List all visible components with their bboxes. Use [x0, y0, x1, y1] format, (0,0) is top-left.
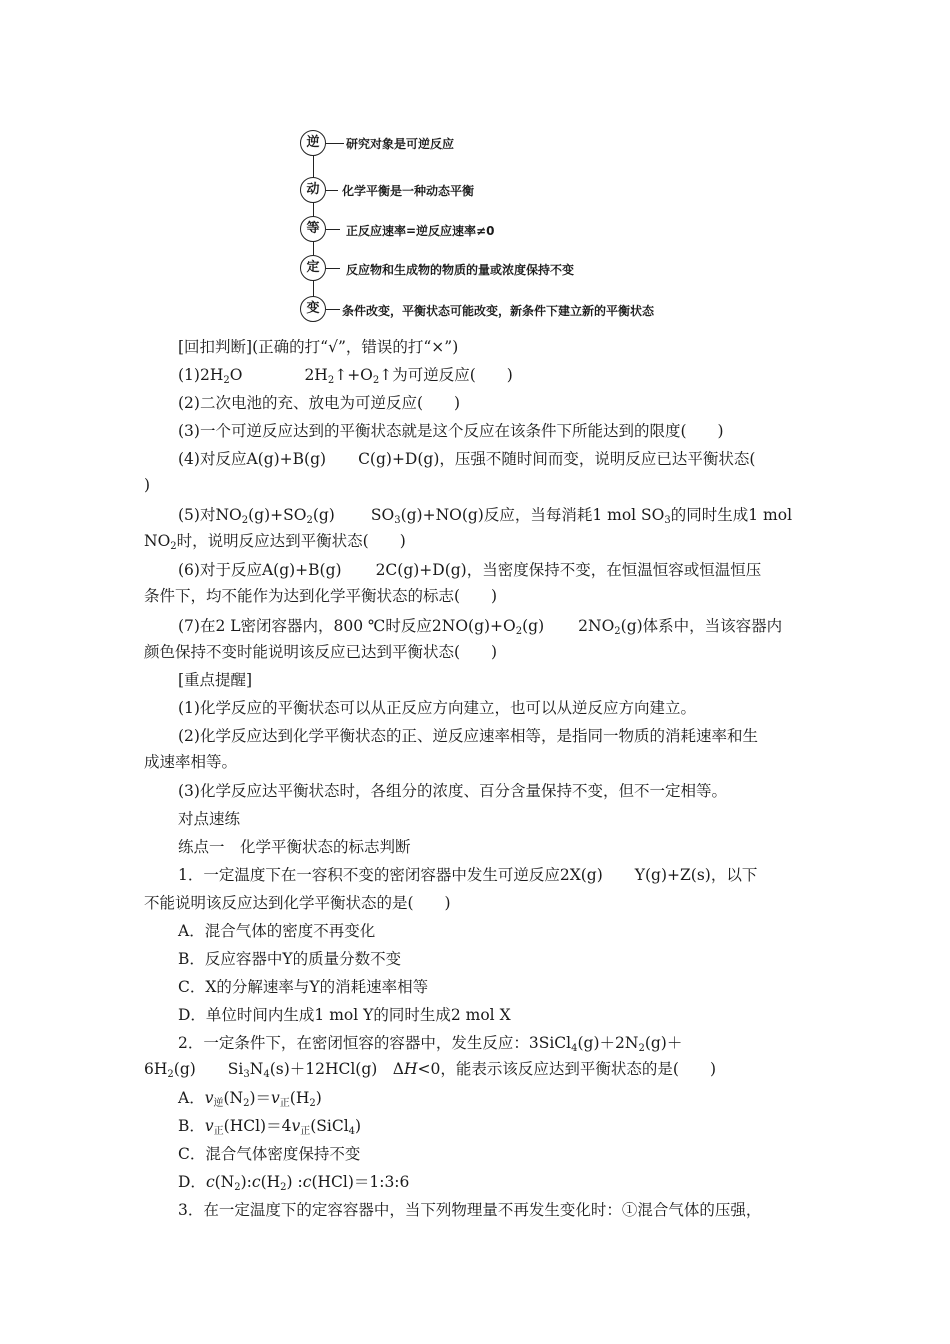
practice-title: 对点速练 [178, 810, 241, 828]
question-2-option-c: C．混合气体密度保持不变 [178, 1145, 361, 1163]
judge-item-4-cont: ) [144, 476, 151, 494]
node-deng: 等 [300, 216, 326, 242]
node-ding: 定 [300, 255, 326, 281]
node-ding-desc: 反应物和生成物的物质的量或浓度保持不变 [346, 263, 575, 277]
question-1-option-c: C．X的分解速率与Y的消耗速率相等 [178, 978, 429, 996]
judge-item-4: (4)对反应A(g)+B(g) C(g)+D(g)，压强不随时间而变，说明反应已达平衡状态( [178, 450, 756, 468]
focus-title: [重点提醒] [178, 671, 253, 689]
question-2-option-b: B．$v_正(HCl)=4v_正(SiCl_4)$ [178, 1117, 362, 1137]
branch-line [326, 229, 340, 230]
question-2-cont: $6H_2(g)$ $Si_3N_4(s)+12HCl(g)$ ΔH<0，能表示该反应达到平衡状态的是( ) [144, 1060, 716, 1080]
focus-item-3: (3)化学反应达平衡状态时，各组分的浓度、百分含量保持不变，但不一定相等。 [178, 782, 727, 800]
judge-item-2: (2)二次电池的充、放电为可逆反应( ) [178, 394, 461, 412]
judge-item-5-cont: $NO_2$时，说明反应达到平衡状态( ) [144, 532, 406, 552]
practice-point-1: 练点一 化学平衡状态的标志判断 [178, 838, 411, 856]
question-3: 3．在一定温度下的定容容器中，当下列物理量不再发生变化时：①混合气体的压强， [178, 1201, 762, 1219]
node-dong-desc: 化学平衡是一种动态平衡 [342, 184, 475, 198]
judge-item-1: $(1)2H_2O$ $2H_2↑+O_2↑$为可逆反应( ) [178, 366, 513, 386]
branch-line [326, 309, 340, 310]
branch-line [326, 143, 344, 144]
focus-item-1: (1)化学反应的平衡状态可以从正反应方向建立，也可以从逆反应方向建立。 [178, 699, 696, 717]
judge-item-3: (3)一个可逆反应达到的平衡状态就是这个反应在该条件下所能达到的限度( ) [178, 422, 724, 440]
focus-item-2: (2)化学反应达到化学平衡状态的正、逆反应速率相等，是指同一物质的消耗速率和生 [178, 727, 758, 745]
node-bian-desc: 条件改变，平衡状态可能改变，新条件下建立新的平衡状态 [342, 304, 655, 318]
judge-item-5: (5)对$NO_2(g)+SO_2(g)$ $SO_3(g)+NO(g)$反应，当每消耗1 mol $SO_3$的同时生成1 mol [178, 506, 793, 526]
node-dong: 动 [300, 177, 326, 203]
node-bian: 变 [300, 296, 326, 322]
node-deng-desc: 正反应速率=逆反应速率≠0 [346, 224, 495, 238]
question-1-option-d: D．单位时间内生成1 mol Y的同时生成2 mol X [178, 1006, 511, 1024]
question-2-option-a: A．$v_逆(N_2)=v_正(H_2)$ [178, 1089, 322, 1109]
judge-item-7: (7)在2 L密闭容器内，800 ℃时反应$2NO(g)+O_2(g)$ $2NO_2(g)$体系中，当该容器内 [178, 617, 783, 637]
branch-line [326, 268, 340, 269]
question-1-option-a: A．混合气体的密度不再变化 [178, 922, 376, 940]
question-2-option-d: D．$c(N_2):c(H_2)$ :c(HCl)＝1:3:6 [178, 1173, 410, 1193]
judge-item-6: (6)对于反应A(g)+B(g) 2C(g)+D(g)，当密度保持不变，在恒温恒容或恒温恒压 [178, 561, 762, 579]
question-1: 1．一定温度下在一容积不变的密闭容器中发生可逆反应2X(g) Y(g)+Z(s)，以下 [178, 866, 758, 884]
equilibrium-features-diagram [296, 126, 736, 326]
judge-item-6-cont: 条件下，均不能作为达到化学平衡状态的标志( ) [144, 587, 498, 605]
judge-item-7-cont: 颜色保持不变时能说明该反应已达到平衡状态( ) [144, 643, 498, 661]
question-2: 2．一定条件下，在密闭恒容的容器中，发生反应：$3SiCl_4(g)+2N_2(g)+$ [178, 1034, 683, 1054]
question-1-option-b: B．反应容器中Y的质量分数不变 [178, 950, 402, 968]
focus-item-2-cont: 成速率相等。 [144, 753, 238, 771]
node-ni-desc: 研究对象是可逆反应 [346, 137, 455, 151]
question-2-tail: <0，能表示该反应达到平衡状态的是( ) [417, 1060, 716, 1078]
node-ni: 逆 [300, 130, 326, 156]
branch-line [326, 190, 338, 191]
judge-title: [回扣判断](正确的打“√”，错误的打“×”) [178, 338, 459, 356]
question-1-cont: 不能说明该反应达到化学平衡状态的是( ) [144, 894, 451, 912]
